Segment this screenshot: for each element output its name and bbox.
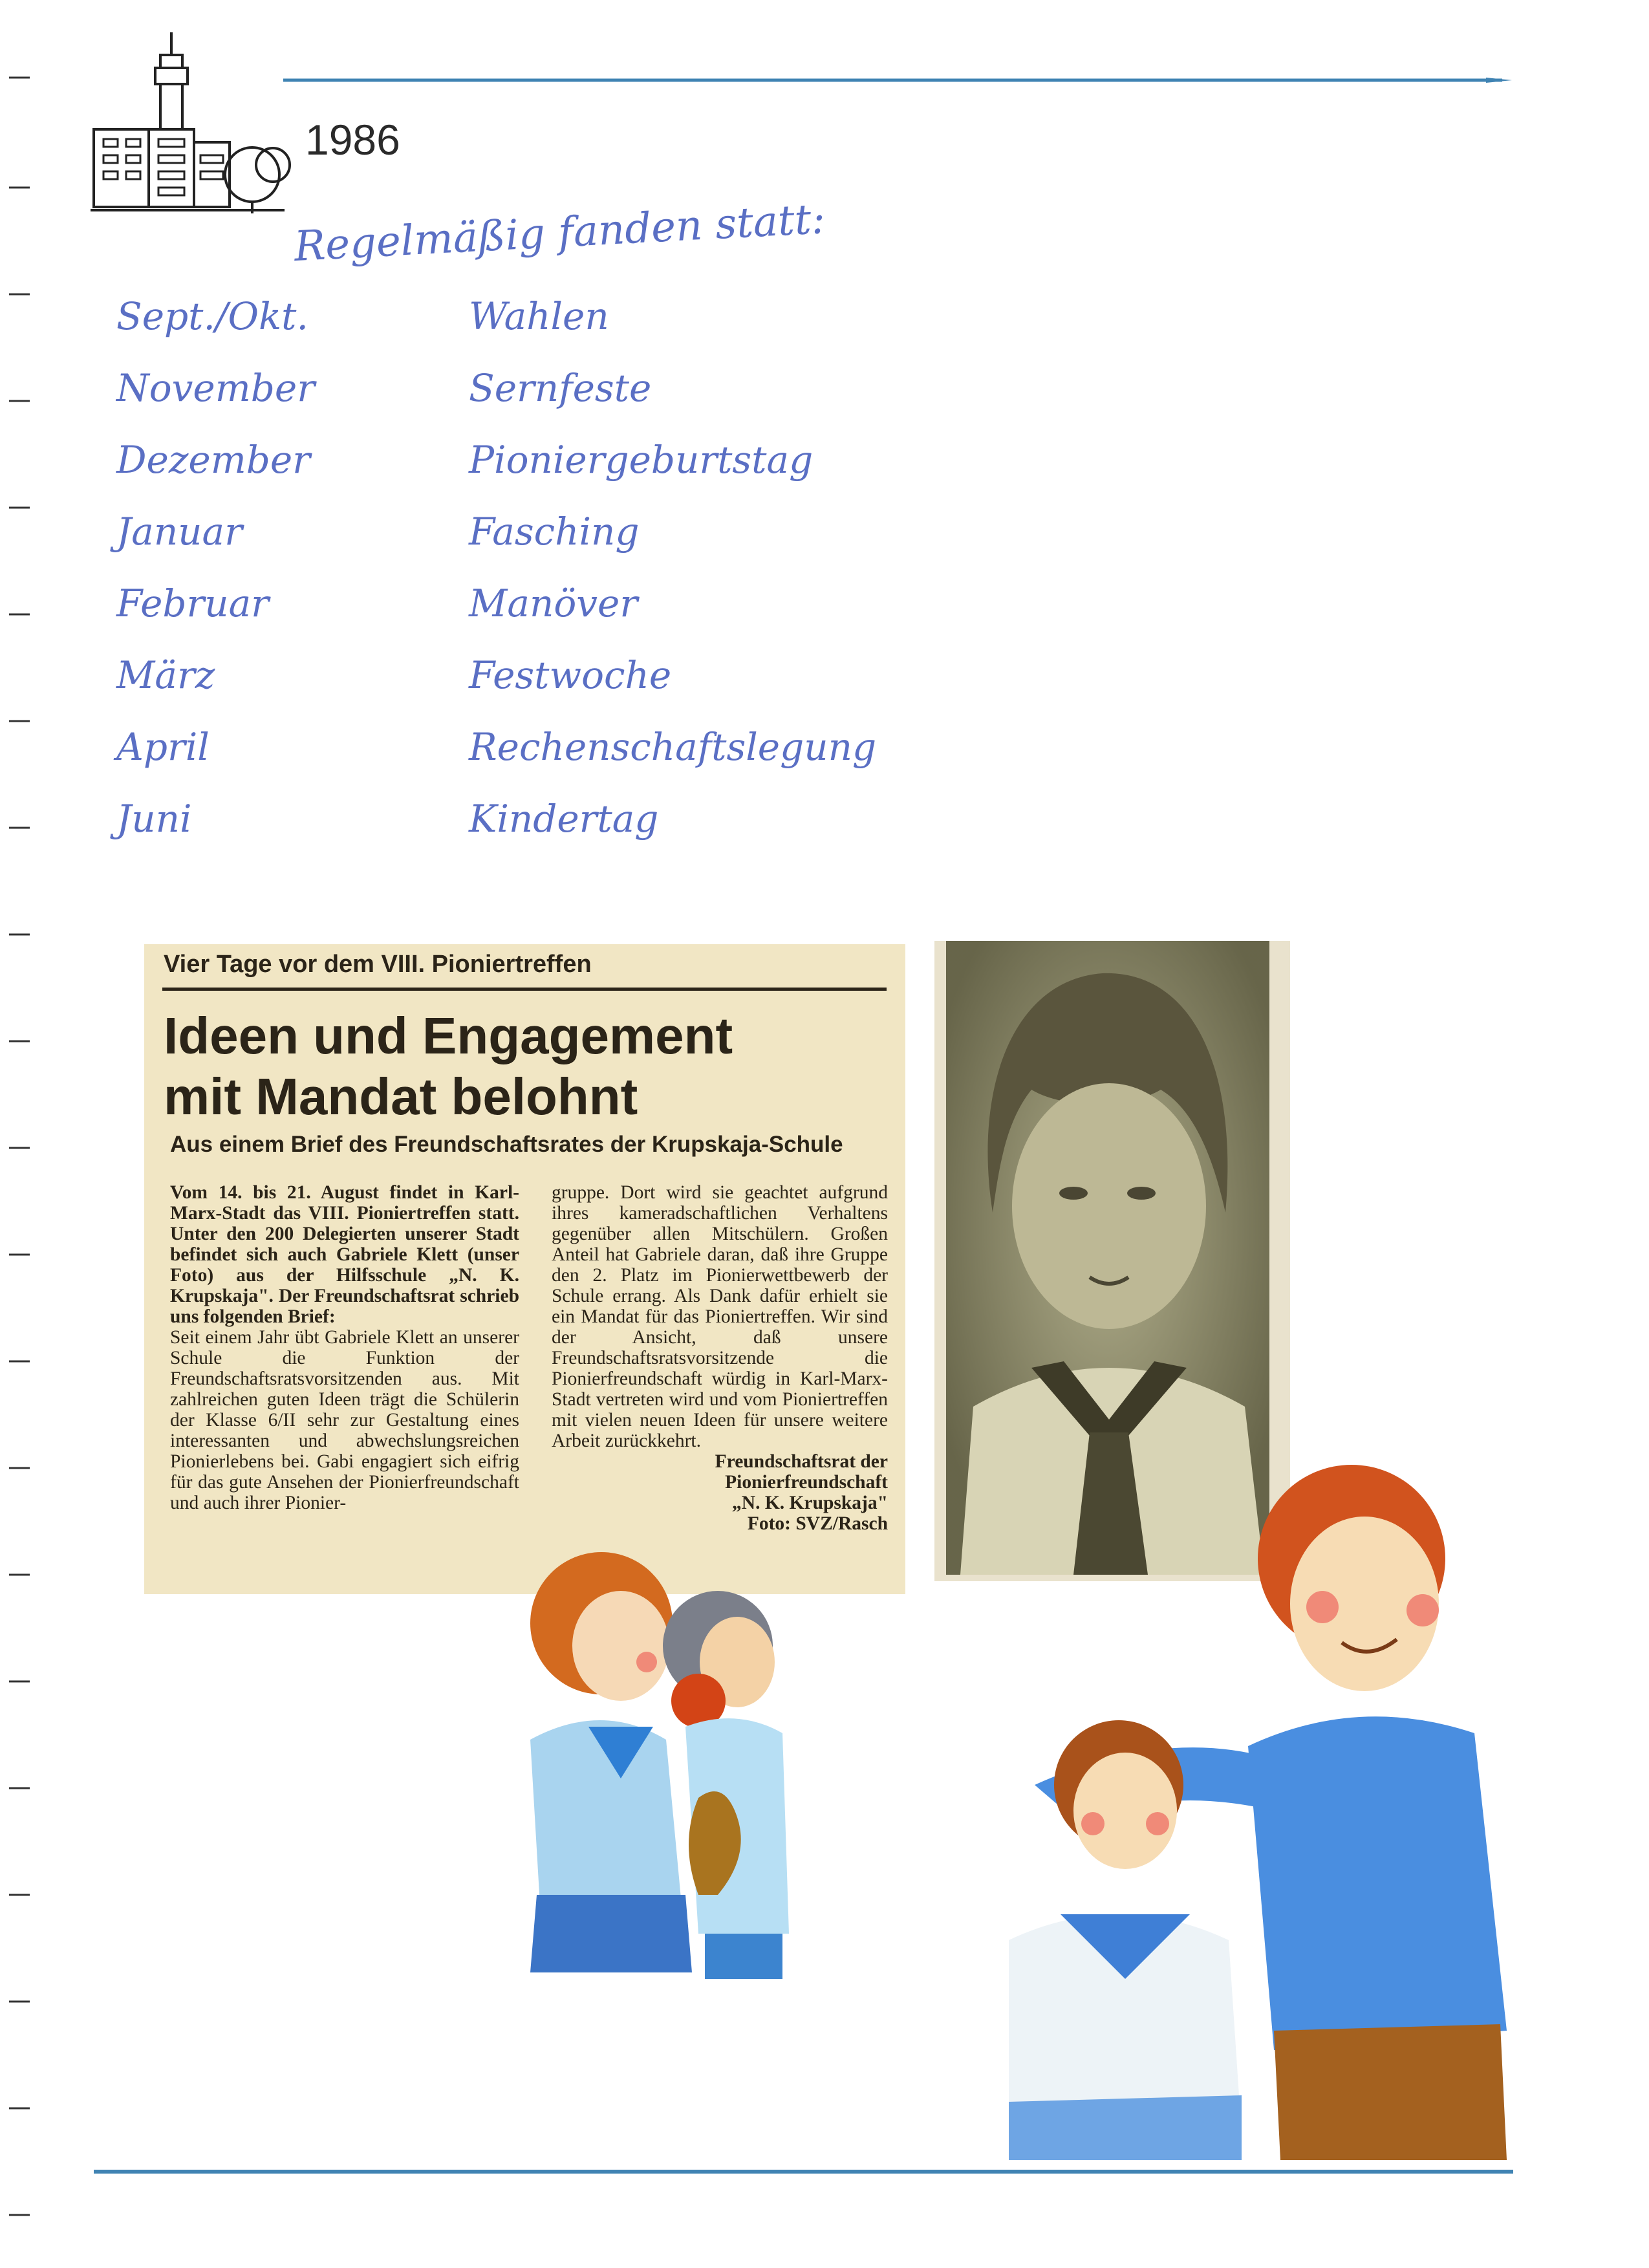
schedule-row	[116, 510, 892, 581]
article-lead: Vom 14. bis 21. August findet in Karl-Marx-Stadt das VIII. Pioniertreffen statt. Unter den 200 Delegierten unserer Stadt befindet sich auch Gabriele Klett (unser Foto) aus der Hilfsschule „N. K. Krupskaja". Der Freundschaftsrat schrieb uns folgenden Brief:	[170, 1182, 519, 1327]
year-label: 1986	[305, 116, 400, 164]
handwritten-schedule	[116, 294, 892, 869]
schedule-event: Rechenschaftslegung	[469, 725, 877, 769]
schedule-row	[116, 581, 892, 653]
schedule-row	[116, 797, 892, 869]
schedule-month: Dezember	[116, 438, 310, 482]
kicker-rule	[162, 988, 887, 991]
article-kicker: Vier Tage vor dem VIII. Pioniertreffen	[164, 951, 592, 978]
article-body-2: gruppe. Dort wird sie geachtet aufgrund ihres kameradschaftlichen Verhaltens gegenüber allen Mitschülern. Großen Anteil hat Gabriele daran, daß ihre Gruppe den 2. Platz im Pionierwettbewerb der Schule errang. Als Dank dafür erhielt sie ein Mandat für das Pioniertreffen. Wir sind der Ansicht, daß unsere Freundschaftsratsvorsitzende die Pionierfreundschaft würdig in Karl-Marx-Stadt vertreten wird und vom Pioniertreffen mit vielen neuen Ideen für unsere weitere Arbeit zurückkehrt.	[552, 1182, 888, 1451]
schedule-row	[116, 438, 892, 510]
headline-line-2: mit Mandat belohnt	[164, 1068, 638, 1125]
newspaper-clipping	[144, 944, 905, 1594]
schedule-event: Manöver	[469, 581, 638, 625]
schedule-event: Fasching	[469, 510, 640, 554]
schedule-event: Sernfeste	[469, 366, 652, 410]
signature-line-3: „N. K. Krupskaja"	[732, 1493, 888, 1513]
schedule-month: Sept./Okt.	[116, 294, 308, 338]
margin-ticks	[0, 0, 39, 2268]
tower-building-icon	[91, 29, 291, 217]
signature-line-1: Freundschaftsrat der	[715, 1451, 888, 1472]
schedule-month: April	[116, 725, 210, 769]
schedule-month: Februar	[116, 581, 269, 625]
timeline-arrow	[283, 78, 1512, 83]
article-column-1	[170, 1182, 519, 1513]
schedule-row	[116, 294, 892, 366]
schedule-event: Festwoche	[469, 653, 672, 697]
schedule-row	[116, 366, 892, 438]
schedule-month: November	[116, 366, 315, 410]
article-headline	[164, 1006, 888, 1127]
pioneer-girls-illustration	[491, 1533, 905, 1985]
signature-line-2: Pionierfreundschaft	[725, 1472, 888, 1493]
schedule-month: März	[116, 653, 215, 697]
handwritten-title: Regelmäßig fanden statt:	[293, 195, 826, 271]
photo-credit: Foto: SVZ/Rasch	[747, 1513, 888, 1534]
article-subhead: Aus einem Brief des Freundschaftsrates der Krupskaja-Schule	[170, 1132, 843, 1157]
schedule-event: Kindertag	[469, 797, 659, 841]
schedule-row	[116, 653, 892, 725]
schedule-month: Juni	[116, 797, 192, 841]
article-body-1: Seit einem Jahr übt Gabriele Klett an unserer Schule die Funktion der Freundschaftsratsvorsitzenden aus. Mit zahlreichen guten Ideen trägt die Schülerin der Klasse 6/II sehr zur Gestaltung eines interessanten und abwechslungsreichen Pionierlebens bei. Gabi engagiert sich eifrig für das gute Ansehen der Pionierfreundschaft und auch ihrer Pionier-	[170, 1327, 519, 1513]
bottom-rule	[94, 2170, 1513, 2174]
schedule-row	[116, 725, 892, 797]
schedule-month: Januar	[116, 510, 242, 554]
article-column-2	[552, 1182, 888, 1534]
schedule-event: Wahlen	[469, 294, 609, 338]
headline-line-1: Ideen und Engagement	[164, 1007, 733, 1064]
schedule-event: Pioniergeburtstag	[469, 438, 814, 482]
pioneer-boys-illustration	[970, 1449, 1533, 2160]
